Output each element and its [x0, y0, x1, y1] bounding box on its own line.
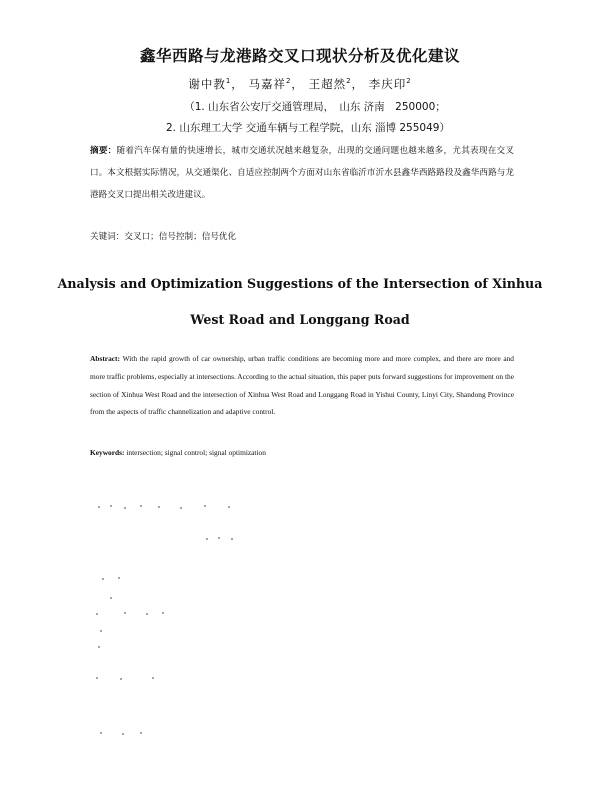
english-abstract-label: Abstract: — [90, 354, 120, 363]
english-keywords-text: intersection; signal control; signal optimization — [126, 448, 266, 457]
author-name: 马嘉祥 — [248, 77, 286, 91]
scan-speck — [100, 732, 102, 734]
author-name: 李庆印 — [368, 77, 407, 91]
scan-speck — [96, 677, 98, 679]
scan-speck — [158, 506, 160, 508]
english-keywords-label: Keywords: — [90, 448, 125, 457]
scan-speck — [98, 506, 100, 508]
scan-speck — [218, 537, 220, 539]
author-affiliation-mark: 1 — [225, 77, 232, 86]
chinese-abstract — [90, 140, 514, 206]
scan-speck — [206, 538, 208, 540]
scan-speck — [124, 507, 126, 509]
chinese-abstract-label: 摘要： — [90, 146, 117, 156]
scan-speck — [152, 677, 154, 679]
author-affiliation-mark: 2 — [406, 77, 412, 86]
chinese-title: 鑫华西路与龙港路交叉口现状分析及优化建议 — [139, 46, 460, 65]
scan-speck — [110, 597, 112, 599]
english-title-line-1: Analysis and Optimization Suggestions of the Intersection of Xinhua — [57, 276, 543, 291]
chinese-keywords-label: 关键词： — [90, 232, 125, 242]
english-abstract-text: With the rapid growth of car ownership, urban traffic conditions are becoming more and more complex, and there are more and more traffic problems, especially at intersections. According to the actual situation, this paper puts forward suggestions for improvement on the section of Xinhua West Road and the intersection of Xinhua West Road and Longgang Road in Yishui County, Linyi City, Shandong Province from the aspects of traffic channelization and adaptive control. — [90, 354, 514, 417]
scan-speck — [102, 578, 104, 580]
scan-speck — [204, 505, 206, 507]
author-name: 王超然 — [308, 77, 347, 91]
chinese-keywords-text: 交叉口；信号控制；信号优化 — [124, 232, 237, 242]
scan-speck — [231, 538, 233, 540]
scan-speck — [118, 577, 120, 579]
english-keywords — [90, 448, 510, 457]
chinese-keywords — [90, 230, 510, 242]
author-affiliation-mark: 2 — [285, 77, 292, 86]
scan-speck — [120, 678, 122, 680]
scan-speck — [180, 507, 182, 509]
author-name: 谢中教 — [188, 77, 226, 91]
scan-speck — [140, 732, 142, 734]
affiliation-2: 2. 山东理工大学 交通车辆与工程学院，山东 淄博 255049） — [166, 122, 450, 134]
scan-speck — [98, 646, 100, 648]
scan-speck — [96, 613, 98, 615]
scan-speck — [146, 613, 148, 615]
author-list: 谢中教$^1$， 马嘉祥$^2$， 王超然$^2$， 李庆印$^2$ — [188, 77, 412, 91]
scan-speck — [162, 612, 164, 614]
scan-speck — [140, 505, 142, 507]
scan-speck — [228, 506, 230, 508]
affiliation-1: （1. 山东省公安厅交通管理局， 山东 济南 250000； — [184, 101, 446, 113]
scan-speck — [110, 505, 112, 507]
scan-speck — [100, 630, 102, 632]
english-title-line-2: West Road and Longgang Road — [190, 312, 410, 327]
scan-speck — [122, 733, 124, 735]
english-abstract — [90, 350, 514, 421]
scan-speck — [124, 612, 126, 614]
chinese-abstract-text: 随着汽车保有量的快速增长，城市交通状况越来越复杂，出现的交通问题也越来越多，尤其表现在交叉口。本文根据实际情况，从交通渠化、自适应控制两个方面对山东省临沂市沂水县鑫华西路路段及鑫华西路与龙港路交叉口提出相关改进建议。 — [90, 146, 514, 200]
author-affiliation-mark: 2 — [346, 77, 352, 86]
